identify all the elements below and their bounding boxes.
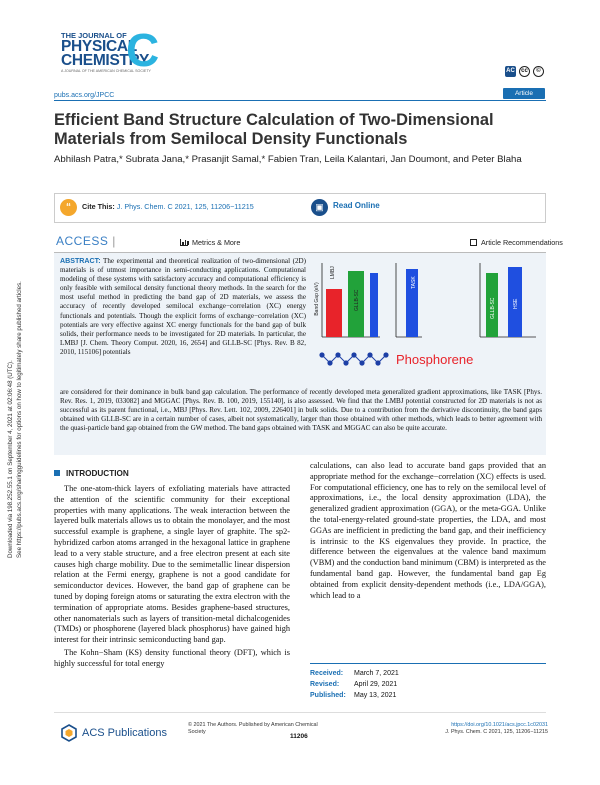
cite-this[interactable]: [82, 202, 254, 211]
paragraph-3: calculations, can also lead to accurate band gaps provided that an appropriate method for the exchange−correlation (XC) effects is used. For computational efficiency, one has to rely on the semilocal level of approximations, i.e., the local density approximation (LDA), the generalized gradient approximation (GGA), or the meta-GGA. Unlike the total-energy-related ground-state properties, the LDA, and most GGAs are inefficient in predicting the band gap, and their inefficiency is intrinsic to the KS eigenvalues they provide. In practice, the difference between the eigenvalues at the valence band maximum (VBM) and the conduction band minimum (CBM) is interpreted as the fundamental band gap. However, the fundamental band gap Eg obtained from explicit density-dependent methods (i.e., LDA/GGA), which lead to a: [310, 461, 546, 600]
right-bar-2-label: HSE: [513, 298, 519, 309]
journal-site-link[interactable]: pubs.acs.org/JPCC: [54, 92, 115, 99]
author-list[interactable]: Abhilash Patra,* Subrata Jana,* Prasanjit Samal,* Fabien Tran, Leila Kalantari, Jan Doumont, and Peter Blaha: [54, 154, 522, 165]
left-axis-label: Band Gap (eV): [314, 282, 320, 316]
middle-bar-label: TASK: [411, 276, 417, 289]
recommendations-link[interactable]: [470, 238, 563, 247]
doi-block: [426, 722, 548, 736]
open-access-icon: AC: [505, 66, 516, 77]
logo-line-2: PHYSICAL: [61, 37, 137, 55]
watermark-line-2: See https://pubs.acs.org/sharingguidelines for options on how to legitimately share published articles.: [16, 281, 23, 558]
left-bar-1-label: LMBJ: [330, 266, 336, 279]
quote-icon[interactable]: “: [60, 199, 77, 216]
access-text: ACCESS: [56, 234, 109, 248]
bar-chart-icon: [180, 239, 188, 246]
journal-reference: J. Phys. Chem. C 2021, 125, 11206−11215: [445, 728, 548, 735]
acs-logo-icon: [60, 724, 78, 742]
copyright-icon: ©: [533, 66, 544, 77]
journal-logo-letter: C: [126, 24, 160, 76]
logo-subtitle: A JOURNAL OF THE AMERICAN CHEMICAL SOCIETY: [61, 69, 151, 74]
page-number: 11206: [290, 733, 308, 740]
date-received: Received: March 7, 2021: [310, 670, 399, 677]
phosphorene-structure: [319, 352, 388, 365]
download-watermark: [0, 240, 26, 560]
body-column-2: [310, 461, 546, 603]
copyright-notice: © 2021 The Authors. Published by American Chemical Society: [188, 722, 318, 735]
license-icons: [505, 66, 544, 77]
watermark-line-1: Downloaded via 198.252.55.1 on September 4, 2021 at 02:06:48 (UTC).: [7, 360, 14, 558]
read-online-icon[interactable]: ▣: [311, 199, 328, 216]
abstract-label: ABSTRACT:: [60, 257, 101, 265]
paper-title: Efficient Band Structure Calculation of Two-Dimensional Materials from Semilocal Density Functionals: [54, 111, 494, 148]
section-title: INTRODUCTION: [66, 469, 129, 478]
atom: [383, 352, 388, 357]
date-revised: Revised: April 29, 2021: [310, 681, 398, 688]
recommendations-icon: [470, 239, 477, 246]
header-divider: [54, 100, 546, 101]
read-online-button[interactable]: Read Online: [333, 201, 380, 210]
right-bar-1-label: GLLB-SC: [490, 297, 496, 319]
left-bar-2-label: GLLB-SC: [354, 289, 360, 311]
paragraph-2: The Kohn−Sham (KS) density functional theory (DFT), which is highly successful for total energy: [54, 647, 290, 668]
abstract-part-2: are considered for their dominance in bulk band gap calculation. The performance of recently developed meta generalized gradient approximations, like TASK [Phys. Rev. Res. 1, 2019, 033082] and MGGAC [Phys. Rev. B. 100, 2019, 155140], is also assessed. We find that the LMBJ potential constructed for 2D materials is not as successful as its parent functional, i.e., MBJ [Phys. Rev. Lett. 102, 2009, 226401] in bulk solids. Due to a contribution from the derivative discontinuity, the band gaps obtained with GLLB-SC are in a certain number of cases, albeit not systematically, larger than those obtained with other methods, which leads to better agreement with the quasi-particle band gap obtained from the GW method. The band gaps obtained with TASK and MGGAC can also be quite accurate.: [60, 388, 542, 433]
date-published: Published: May 13, 2021: [310, 692, 397, 699]
cite-reference: J. Phys. Chem. C 2021, 125, 11206−11215: [116, 202, 254, 211]
left-bar-red: [326, 289, 342, 337]
logo-line-3: CHEMISTRY: [61, 52, 150, 70]
metrics-label: Metrics & More: [192, 238, 241, 247]
metrics-link[interactable]: [180, 238, 240, 247]
acs-logo-text: ACS Publications: [82, 727, 167, 739]
creative-commons-icon: cc: [519, 66, 530, 77]
section-marker: [54, 470, 60, 476]
footer-divider: [54, 712, 546, 713]
logo-line-1: THE JOURNAL OF: [61, 31, 127, 40]
access-label: ACCESS |: [56, 234, 116, 248]
cite-label: Cite This:: [82, 202, 115, 211]
article-type-badge: Article: [503, 88, 545, 99]
abstract-text-1: The experimental and theoretical realization of two-dimensional (2D) materials is of utmost importance in semi-conducting applications. Computational modeling of these systems with satisfactory accuracy and computational efficiency is only feasible with semilocal density functional theory methods. In the search for the most useful method in predicting the band gap of 2D materials, we assess the accuracy of recently developed semilocal exchange−correlation (XC) energy functionals and potentials. Though the explicit forms of exchange−correlation (XC) potentials are very effective against XC energy functionals for the band gap of bulk solids, their performance needs to be investigated for 2D materials. In particular, the LMBJ [J. Chem. Theory Comput. 2020, 16, 2654] and GLLB-SC [Phys. Rev. B 82, 2010, 115106] potentials: [60, 257, 306, 356]
recommendations-label: Article Recommendations: [481, 238, 563, 247]
paragraph-1: The one-atom-thick layers of exfoliating materials have attracted the attention of the scientific community for their exceptional properties with many applications. The weak interaction between the layered bulk materials allows us to obtain the monolayer, and the most successful example is graphene, a single layer of graphite. The sp2-hybridized carbon atoms arranged in the hexagonal lattice in graphene lead to a very stable structure, and a free electron present at each site causes high charge mobility. Due to the semimetallic linear dispersion relation at the Fermi energy, graphene is not a good candidate for semiconductor devices. However, the band gap of graphene can be tuned by doping foreign atoms or saturating the extra electron with the termination of appropriate atoms. Besides graphene-based structures, other nanomaterials such as layers of transition-metal dichalcogenides (TMDs) or phosphorene (layered black phosphorus) have gained high interest for their intrinsic semiconducting band gap.: [54, 484, 290, 645]
left-bar-blue: [370, 273, 378, 337]
acs-publications-logo[interactable]: [60, 724, 167, 742]
section-heading: [54, 469, 129, 478]
toc-graphic: [312, 259, 540, 383]
abstract-part-1: [60, 257, 306, 357]
doi-link[interactable]: https://doi.org/10.1021/acs.jpcc.1c02031: [451, 722, 548, 728]
body-column-1: [54, 484, 290, 672]
publication-dates: [310, 663, 546, 701]
phosphorene-label: Phosphorene: [396, 352, 474, 367]
